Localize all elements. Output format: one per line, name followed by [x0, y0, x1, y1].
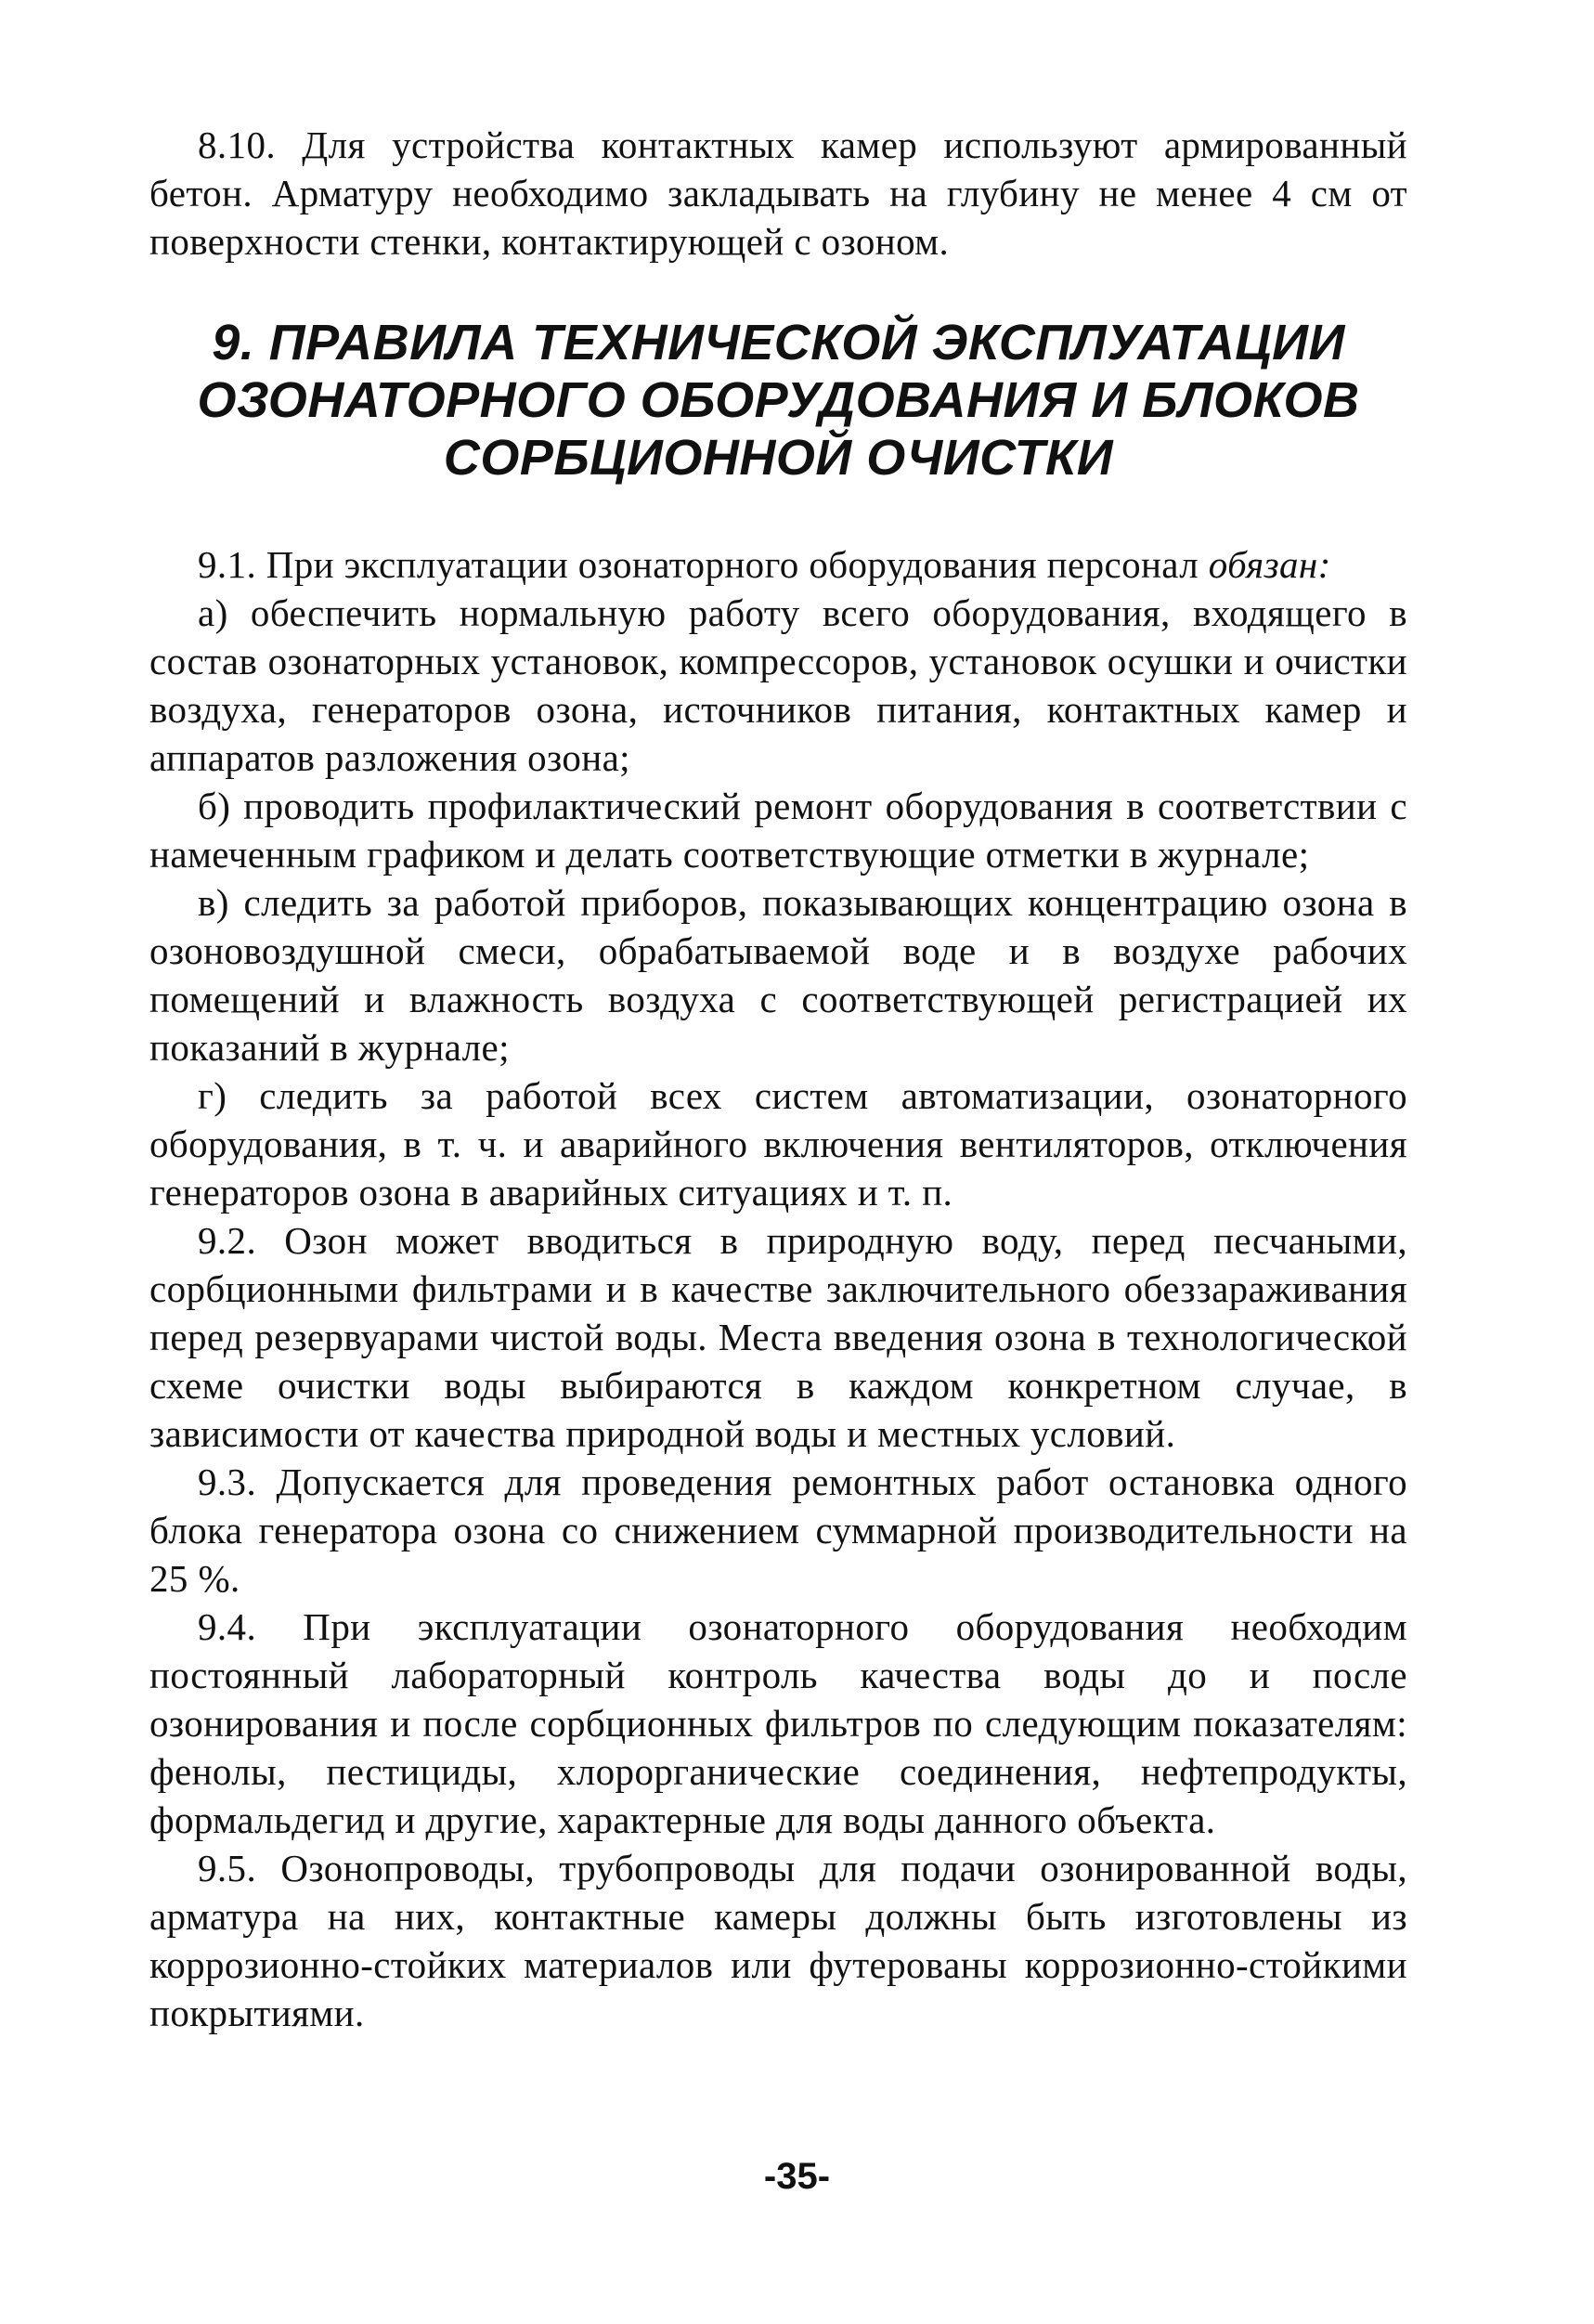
list-item-v: в) следить за работой приборов, показывающих концентрацию озона в озоновоздушной смеси, обрабатываемой воде и в воздухе рабочих помещений и влажность воздуха с соответствующей регистрацией их показаний в журнале; — [149, 881, 1407, 1069]
paragraph-9-3: 9.3. Допускается для проведения ремонтных работ остановка одного блока генератора озона со снижением суммарной производительности на 25 %. — [149, 1461, 1407, 1600]
paragraph-9-4: 9.4. При эксплуатации озонаторного оборудования необходим постоянный лабораторный контроль качества воды до и после озонирования и после сорбционных фильтров по следующим показателям: фенолы, пестициды, хлорорганические соединения, нефтепродукты, формальдегид и другие, характерные для воды данного объекта. — [149, 1605, 1407, 1841]
section-heading — [149, 314, 1407, 487]
section-heading-line-2: ОЗОНАТОРНОГО ОБОРУДОВАНИЯ И БЛОКОВ — [197, 372, 1360, 428]
section-heading-line-3: СОРБЦИОННОЙ ОЧИСТКИ — [443, 430, 1114, 486]
paragraph-9-5: 9.5. Озонопроводы, трубопроводы для подачи озонированной воды, арматура на них, контактные камеры должны быть изготовлены из коррозионно-стойких материалов или футерованы коррозионно-стойкими покрытиями. — [149, 1847, 1407, 2034]
paragraph-9-1-lead: 9.1. При эксплуатации озонаторного оборудования персонал — [198, 543, 1199, 586]
list-item-b: б) проводить профилактический ремонт оборудования в соответствии с намеченным графиком и делать соответствующие отметки в журнале; — [149, 785, 1407, 876]
page-body — [149, 121, 1407, 2037]
section-heading-line-1: 9. ПРАВИЛА ТЕХНИЧЕСКОЙ ЭКСПЛУАТАЦИИ — [212, 315, 1345, 370]
list-item-a: а) обеспечить нормальную работу всего оборудования, входящего в состав озонаторных установок, компрессоров, установок осушки и очистки воздуха, генераторов озона, источников питания, контактных камер и аппаратов разложения озона; — [149, 591, 1407, 779]
page-number: -35- — [763, 2156, 831, 2197]
paragraph-9-1 — [149, 540, 1407, 589]
paragraph-9-1-emphasis: обязан: — [1208, 543, 1331, 586]
list-item-g: г) следить за работой всех систем автоматизации, озонаторного оборудования, в т. ч. и аварийного включения вентиляторов, отключения генераторов озона в аварийных ситуациях и т. п. — [149, 1074, 1407, 1214]
paragraph-9-2: 9.2. Озон может вводиться в природную воду, перед песчаными, сорбционными фильтрами и в качестве заключительного обеззараживания перед резервуарами чистой воды. Места введения озона в технологической схеме очистки воды выбираются в каждом конкретном случае, в зависимости от качества природной воды и местных условий. — [149, 1219, 1407, 1455]
paragraph-8-10: 8.10. Для устройства контактных камер используют армированный бетон. Арматуру необходимо закладывать на глубину не менее 4 см от поверхности стенки, контактирующей с озоном. — [149, 123, 1407, 263]
